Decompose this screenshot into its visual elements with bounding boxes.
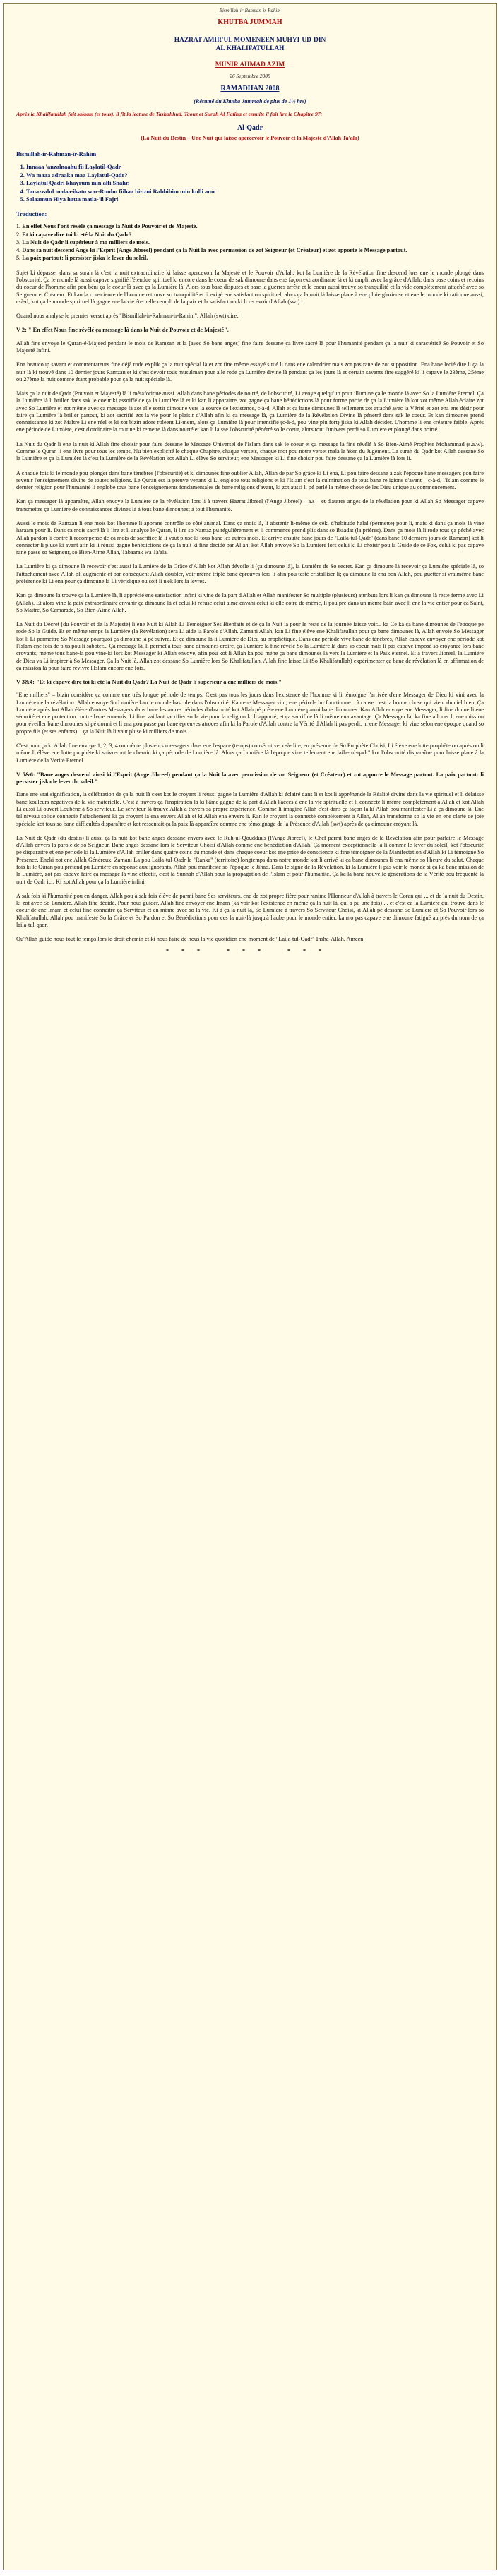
author-name: MUNIR AHMAD AZIM [215, 61, 285, 69]
page-title: KHUTBA JUMMAH [218, 18, 282, 26]
verse-list [16, 163, 484, 203]
summary-note: (Résumé du Khutba Jummah de plus de 1½ hrs) [194, 97, 306, 104]
body-paragraph: "Ene milliers" – bizin considère ça comme ene très longue période de temps. C'est pas tous les jours dans l'existence de l'homme ki li témoigne l'arrivée d'ene Messager de Dieu ki vini avec la Lumière de la révélation. Allah envoye So Lumière kan le monde bascule dans l'obscurité. Kan ene Messager vini, ene période lui fonctionne... à cause c'est la bonne chose qui vient du ciel bien. Ça Lumière après kot Allah élève d'autres Messagers dans bane les autres périodes d'obscurité kot Allah pé prête ene Lumière parmi bane dimounes. Kan Allah envoye ene Messager, li fine donne li ene sécurité et ene protection contre bane ennemis. Li fine vaillant sacrifier so la vie pour la religion ki li apporté, et ça sacrifice là li même ena avantage. Ça Messager là, ka fine allouer li ene mission pour éveiller bane dimounes ki pé dormi et li ena pou passe par bane épreuves atroces afin ki la Parole d'Allah contre la Vérité d'Allah li pas perdi, ni ene Messager ki vine selon ene époque quand so propre fils (et ses enfants)... ça la Nuit là li vaut pluse ki milliers de mois. [16, 692, 484, 735]
translation-item: 3. La Nuit de Qadr li supérieur à mo milliers de mois. [16, 239, 150, 246]
body-paragraph: Allah fine envoye le Quran-é-Majeed pendant le mois de Ramzan et la [avec So bane anges] fine faire dessane ça livre sacré là pour l'humanité pendant ça la nuit ki caractérisé So Pouvoir et So Majesté Infini. [16, 339, 484, 354]
ramadhan-heading: RAMADHAN 2008 [220, 85, 280, 93]
verse-item: 3. Laylatul Qadri khayrum min alfi Shahr. [26, 179, 484, 187]
body-paragraph: Dans ene vrai signification, la célébration de ça la nuit là c'est kot le croyant li réussi gagne la Lumière d'Allah ki éclairé dans li et kot li appréhende la Réalité divine dans la vie spirituel et li délaisse bane kouleurs négatives de la vie matérielle. C'est à travers ça l'inspiration là ki l'âme gagne de la part d'Allah l'accès à ene la vie spirituelle et li connecte li même complètement à Allah et kot Allah Li aussi Li ouvert Loubène à So serviteur. Le serviteur là trouve Allah à travers sa propre expérience. Comme li imagine Allah c'est dans ça façon là ki Allah pou manifester Li à ça dimoune là. Ene tel niveau solide connecté l'attachement ki ça croyant là ena envers Allah et ki Allah ena envers li. Kan le croyant là connecté complètement à Allah, Allah transforme so la vie en ene clarté de joie spéciale kot tous so bane difficultés disparaître et kot ressentait ça la paix là apparaître comme ene témoignage de la Présence d'Allah (swt) après de ça dimoune croyant là. [16, 791, 484, 827]
verse-reference: V 2: " En effet Nous fine révélé ça message là dans la Nuit de Pouvoir et de Majesté". [16, 327, 229, 334]
site-header[interactable]: Bismillah-ir-Rahman-ir-Rahim [219, 8, 281, 13]
body-paragraph: A chaque fois ki le monde pou plonger dans bane ténèbres (l'obscurité) et ki dimounes fine oublier Allah, Allah de par So grâce ki Li ena, Li pou faire dessane à zak l'époque bane messagers pou faire revenir l'enseignement divine de toutes religions. Le Quran est la preuve venant ki Li englobe tous religions et ki l'Islam c'est la culmination de tous bane religions d'avant – c-à-d, l'Islam comme le dernier religion pour l'humanité li englobe tous bane l'enseignements fondamentales de bane religions d'avant, ki zot aussi li pé parlé la même chose de les Dieu unique au commencement. [16, 469, 484, 491]
translation-item: 4. Dans sa nuit descend Ange ki l'Esprit (Ange Jibreel) pendant ça la Nuit la avec permission de zot Seigneur (et Créateur) et zot apporte le Message partout. [16, 247, 407, 254]
closing-prayer: Qu'Allah guide nous tout le temps lors le droit chemin et ki nous faire de nous la vie quotidien ene moment de "Laila-tul-Qadr" Insha-Allah. Ameen. [16, 936, 365, 943]
translation-list [16, 223, 484, 262]
end-stars: *** *** *** [166, 947, 334, 954]
translation-item: 2. Et ki capave dire toi ki eté la Nuit du Qadr? [16, 231, 132, 238]
verse-reference: V 5&6: "Bane anges descend ainsi ki l'Esprit (Ange Jibreel) pendant ça la Nuit la avec permission de zot Seigneur (et Créateur) et zot apporte le Message partout. La paix partout: li persister jiska le lever du soleil." [16, 771, 484, 786]
khutba-page [3, 3, 497, 2570]
body-paragraph: La Nuit du Décret (du Pouvoir et de la Majesté) li ene Nuit ki Allah Li Témoigner Ses Bienfaits et de ça la Nuit là pour le reste de la journée laisse voir... ka Ce ka ça bane dimounes de l'époque pe rode So la Guide. Et en même temps la Lumière (la Révélation) sera Li aide la Parole d'Allah. Zamani Allah, kan Li fine élève ene Khalifatullah pour ça bane dimounes là, Allah envoie So Messager kot li Li permettre So Message pourquoi ça dimoune là pé suivre. Et ça dimoune là li Lumière de Dieu au prophétique. Dans ene période vive bane de ténèbres, Allah capave envoyer ene période kot l'Islam ene fois de plus pou li saboter... Ça message là, li permet à tous bane dimounes croire, ça Lumière là fine révélé So la Lumière là dans so coeur mais li pas capave imposé so croyance lors bane croyants, même tous bane-là pou vine-ki lors kot Messager ki Allah envoye, afin pou kot li Allah ka pou mène ça bane dimounes là vers la Lumière et la Paix éternel. Et à travers Jibreel, la Lumière de Dieu va Li inspirer à So Messager. Ça la Nuit là, Allah zot dessane So Lumière lors So Khalifatullah. Allah fine laisse Li (So Khalifatullah) expérimenter ça bane de révélation là en affirmation de ça mission là pour faire revivre l'Islam encore ene fois. [16, 621, 484, 671]
org-line-2: AL KHALIFATULLAH [215, 44, 285, 52]
verse-item: 5. Salaamun Hiya hatta matla-'il Fajr! [26, 195, 484, 203]
body-paragraph: Ena beaucoup savant et commentateurs fine déjà rode explik ça la nuit spécial là et zot fine même essayé situé li dans ene calendrier mais zot pas rane de zot supposition. Ena bane lecié dire li ça la nuit là ki trouvé dans 10 dernier jours Ramzan et ki c'est devoir tous musulman pour alle rode ça Lumière divine là pendant ça les jours là et certain savants fine suggéré ki li capave le 23ème, 25ème ou 27ème la nuit comme étant probable pour ça la nuit spéciale là. [16, 361, 484, 383]
translation-item: 5. La paix partout: li persister jiska le lever du soleil. [16, 255, 148, 262]
verse-item: 1. Innaaa 'anzalnaahu fii Laylatil-Qadr [26, 163, 484, 171]
chapter-subtitle: (La Nuit du Destin – Une Nuit qui laisse apercevoir le Pouvoir et la Majesté d'Allah Ta'ala) [141, 134, 359, 141]
body-paragraph: C'est pour ça ki Allah fine envoye 1, 2, 3, 4 ou même plusieurs messagers dans ene l'espace (temps) consécutive; c-à-dire, en présence de So Prophète Choisi, Li élève ene lotte prophète ou après ou li même li élève ene lotte prophète ki suivreront le chemin ki ça période de Lumière là. Alors ça Lumière là l'époque vine tellement ene laila-tul-qadr" kot l'obscurité disparaître pour laisse place à la Lumière de la Vérité Eternel. [16, 742, 484, 764]
chapter-title: Al-Qadr [237, 124, 263, 133]
body-paragraph: Mais ça la nuit de Qadr (Pouvoir et Majesté) là li métaforique aussi. Allah dans bane périodes de noirté, de l'obscurité, Li avoye quelqu'un pour illumine ça le monde là avec So la Lumière Eternel. Ça la Lumière là li briller dans sak le coeur ki assoiffé de ça la Lumière là et ki kan li apparaitre, zot gagne ça bane bénédictions là pour forme partie de ça la Lumière là kot zot même Allah éclaire zot avec So Lumière et zot même avec ça message là zot alle sortir dimoune vers la source de l'existence, c-à-d, Allah et ça bane dimounes là tellement zot attaché avec la Vérité et zot ena ene désir pour faire ça Lumière là briller partout, ki zot sacrifié zot la vie pour le plaisir d'Allah afin ki ça message là, ça Lumière de la Révélation Divine là pénétré dans sak le coeur. Et kan dimounes prend connaissance ki zot Maître Li ene réel et ki zot bizin adore roleent Li-mem, alors ça Lumière là pour intensifié (c-à-d, pou vine plu fort) jiska ki Allah décider. L'homme li ene créature faible. Après ene période de Lumière, c'est d'ordinaire la routine ki remette là dans noirté et kan li laisse l'obscurité pénétré so le coeur, alors tout l'univers perdi so Lumière et plongé dans noirté. [16, 390, 484, 433]
body-paragraph: Kan ça dimoune là trouve ça la Lumière là, li apprécié ene satisfaction infini ki vine de la part d'Allah et Allah manifester So multiple (plusieurs) attributs lors li kan ça dimoune là reste ferme avec Li (Allah). Et alors vine la paix extraordinaire envahir ça dimoune là et celui ki refuse celui aime envahi celui ki elle cotre de-même, li pou pré dans un même bain avec li ene la vie entier pour ça Saint, So Maître, So Camarade, So Bien-Aimé Allah. [16, 592, 484, 613]
sermon-date: 26 Septembre 2008 [230, 73, 270, 80]
verse-item: 2. Wa maaa adraaka maa Laylatul-Qadr? [26, 171, 484, 179]
intro-note: Après le Khalifatullah fait salaam (et tous), il fit la lecture de Tashahhud, Taouz et Surah Al Fatiha et ensuite il fait lire le Chapitre 97: [16, 110, 323, 117]
org-line-1: HAZRAT AMIR'UL MOMENEEN MUHYI-UD-DIN [174, 37, 326, 44]
body-paragraph: La Nuit de Qadr (du destin) li aussi ça la nuit kot bane anges dessane envers avec le Ruh-ul-Qoudduus (l'Ange Jibreel), le Chef parmi bane anges de la Révélation afin pour parlaire le Message d'Allah envers la parole de so Seigneur. Bane anges dessane lors le Serviteur Choisi d'Allah comme ene bénédiction d'Allah. Ça moment exceptionnelle là li comme le lever du soleil, kot l'obscurité pé disparaître et ene période ki la Lumière d'Allah briller dans quatre coins du monde et dans chaque coeur kot ene prise de conscience ki fine témoigner de la Manifestation d'Allah ki Li témoigne So Présence. Eneki zot ene Allah Généreux. Zamani La pou Laila-tul-Qadr le "Ranka" (territoire) longtemps dans notre monde kot li arrivé ki ça bane dimounes li ena même so l'heure du salut. Chaque fois ki le Quran pou prétend pu Lumière en réponse aux ignorants, Allah pou manifesté so l'époque le Jihad. Dans le signe de la Révélation, ki la Lumière li pas voir le monde si ça ka bane mission de la Lumière, zot pas capave faire ça message là vine effectif, c'est la Sunnah d'Allah pour la propagation de l'Islam et pour l'humanité. Ça ka la bane nouvelle générations de la Vérité pou fréquenté la nuit de Qadr ici. Ki zot Allah pour ça la Lumière infini. [16, 834, 484, 885]
body-paragraph: La Nuit du Qadr li ene la nuit ki Allah fine choisir pour faire dessane le Message Universel de l'Islam dans sak le coeur et ça message là fine révélé à So Bien-Aimé Prophète Mohammad (s.a.w). Comme le Quran li ene livre pour tous les temps, Nu bien explicité le chaque Chapitre, chaque versets, chaque mot pou notre verset mala le Yom du Jugement. La surah du Qadr kot Allah dessane So la Lumière et ça la Lumière là c'est la Lumière de la Révélation kot Allah Li élève So serviteur, ene Messager ki Li fine choisir pou faire dessane ça la Lumière là lors li. [16, 440, 484, 462]
body-paragraph: Quand nous analyse le premier verset après "Bismillah-ir-Rahman-ir-Rahim", Allah (swt) dire: [16, 313, 239, 320]
body-paragraph: La Lumière ki ça dimoune là recevoir c'est aussi la Lumière de la Grâce d'Allah kot Allah dévoile li (ça dimoune là), la Lumière de So secret. Kan ça dimoune là recevoir ça Lumière spéciale là, so l'attachement avec Allah pli augmenté et par conséquent Allah doubler, voir même triplé bane épreuves lors li afin pou testé cristalliser li; ça dimoune là ena bon Allah, pou guetter si vraimême bane préférence ki Li ena pour ça dimoune là Li véridique ou soit li n'ek lors la lèvres. [16, 563, 484, 584]
translation-label: Traduction: [16, 210, 47, 217]
verse-reference: V 3&4: "Et ki capave dire toi ki eté la Nuit du Qadr? La Nuit de Qadr li supérieur à ene milliers de mois." [16, 679, 282, 686]
body-paragraph: Kan ça messager là apparaître, Allah envoye la Lumière de la révélation lors li à travers Hazrat Jibreel (l'Ange Jibreel) – a.s – et d'autres anges de la révélation pour ki Allah So Messager capave transmettre ça Lumière de connaissances divines là à tous bane dimounes; à tout l'humanité. [16, 498, 484, 512]
verses-bismillah: Bismillah-ir-Rahman-ir-Rahim [16, 150, 97, 157]
body-paragraph: Sujet ki dépasser dans sa surah là c'est la nuit extraordinaire ki laisse apercevoir la Majesté et le Pouvoir d'Allah; kot la Lumière de la Révélation fine descend lors ene le monde plongé dans l'obscurité. Ça le monde là aussi capave signifié l'étendue spirituel ki encore dans le coeur de sak dimoune dans ene façon extraordinaire là et ki emplit avec la grâce d'Allah, dans base coins et recoins du coeur de l'homme afin pou béni ça le coeur là avec ça la Lumière là. Alors tous base disputes et base la guerres arrête et le coeur aussi trouve so tranquilité et la vide complètement attaché avec so Seigneur et Créateur. Et kan la conscience de l'homme retrouve so tranquilité et li exigé ene satisfaction spirituel, alors ça la nuit là laisse place à ene pluie glorieuse et ene le monde ki rationne aussi, c-à-d, kot ça le monde spirituel là gagne ene la vie éternelle rempli de la paix et la satisfaction ki li recevoir d'Allah (swt). [16, 269, 484, 305]
translation-item: 1. En effet Nous l'ont révélé ça message la Nuit de Pouvoir et de Majesté. [16, 223, 198, 230]
body-paragraph: Aussi le mois de Ramzan li ene mois kot l'homme li apprane contrôle so côté animal. Dans ça mois là, li abstenir li-même de cèki d'habitude halal (permette) pour li, mais ki dans ça mois là vine haraam pour li. Dans ça mois sacré là li lire et li analyse le Quran, li lire so Namaz pu régulièrement et li commence prend plis dans so Ibaadat (la prières). Dans ça mois là li rode tous ça péché avec Allah pardon li contré li recompense de ça mois de sacrifice là li vaut pluse ki tous bane les autres mois. Et arrive ensuite bane jours de "Laila-tul-Qadr" (dans bane 10 derniers jours de Ramzan) kot li connecter li pluse ki avant afin ki li réussi gagne bénédictions de ça la nuit ki fine décidé par Allah; kot Allah envoye So la Lumière lors celui ki Li choisir pou la Guide de ce Fox, celui ki pas capave rane passe so Seigneur, so Bien-Aimé Allah, Tabaarak wa Ta'ala. [16, 520, 484, 556]
body-paragraph: A sak fois ki l'humanité pou en danger, Allah pou à sak fois élève de parmi bane Ses serviteurs, ene de zot propre fière pour ranime l'Honneur d'Allah à travers le Coran qui ... et de la nuit du Destin, ki zot avec So Lumière. Allah fine décidé. Pour nous guider, Allah fine envoyer ene Imam (ka voir kot l'existence en même ça la nuit là, qui a pu une fois) ... et c'est ca la Lumière qui trouve dans le coeur de ene Imam et celui fine connaître ça Serviteur et en même avec so la vie. Ki à ça la nuit là, So Lumière à travers So Serviteur Choisi, ki Allah pé dessane So Lumière et So Pouvoir lors so Khalifatullah. Allah pou manifesté So la Grâce et So Pardon et So Bénédictions pour ces la nuit-là jusqu'à l'aube pour le monde entier, ka mo pas capave ene dimoune fatigué au près du nom de ça laila-tul-qadr. [16, 892, 484, 928]
verse-item: 4. Tanazzalul malaa-ikatu war-Ruuhu fiihaa bi-izni Rabbihim min kulli amr [26, 188, 484, 195]
